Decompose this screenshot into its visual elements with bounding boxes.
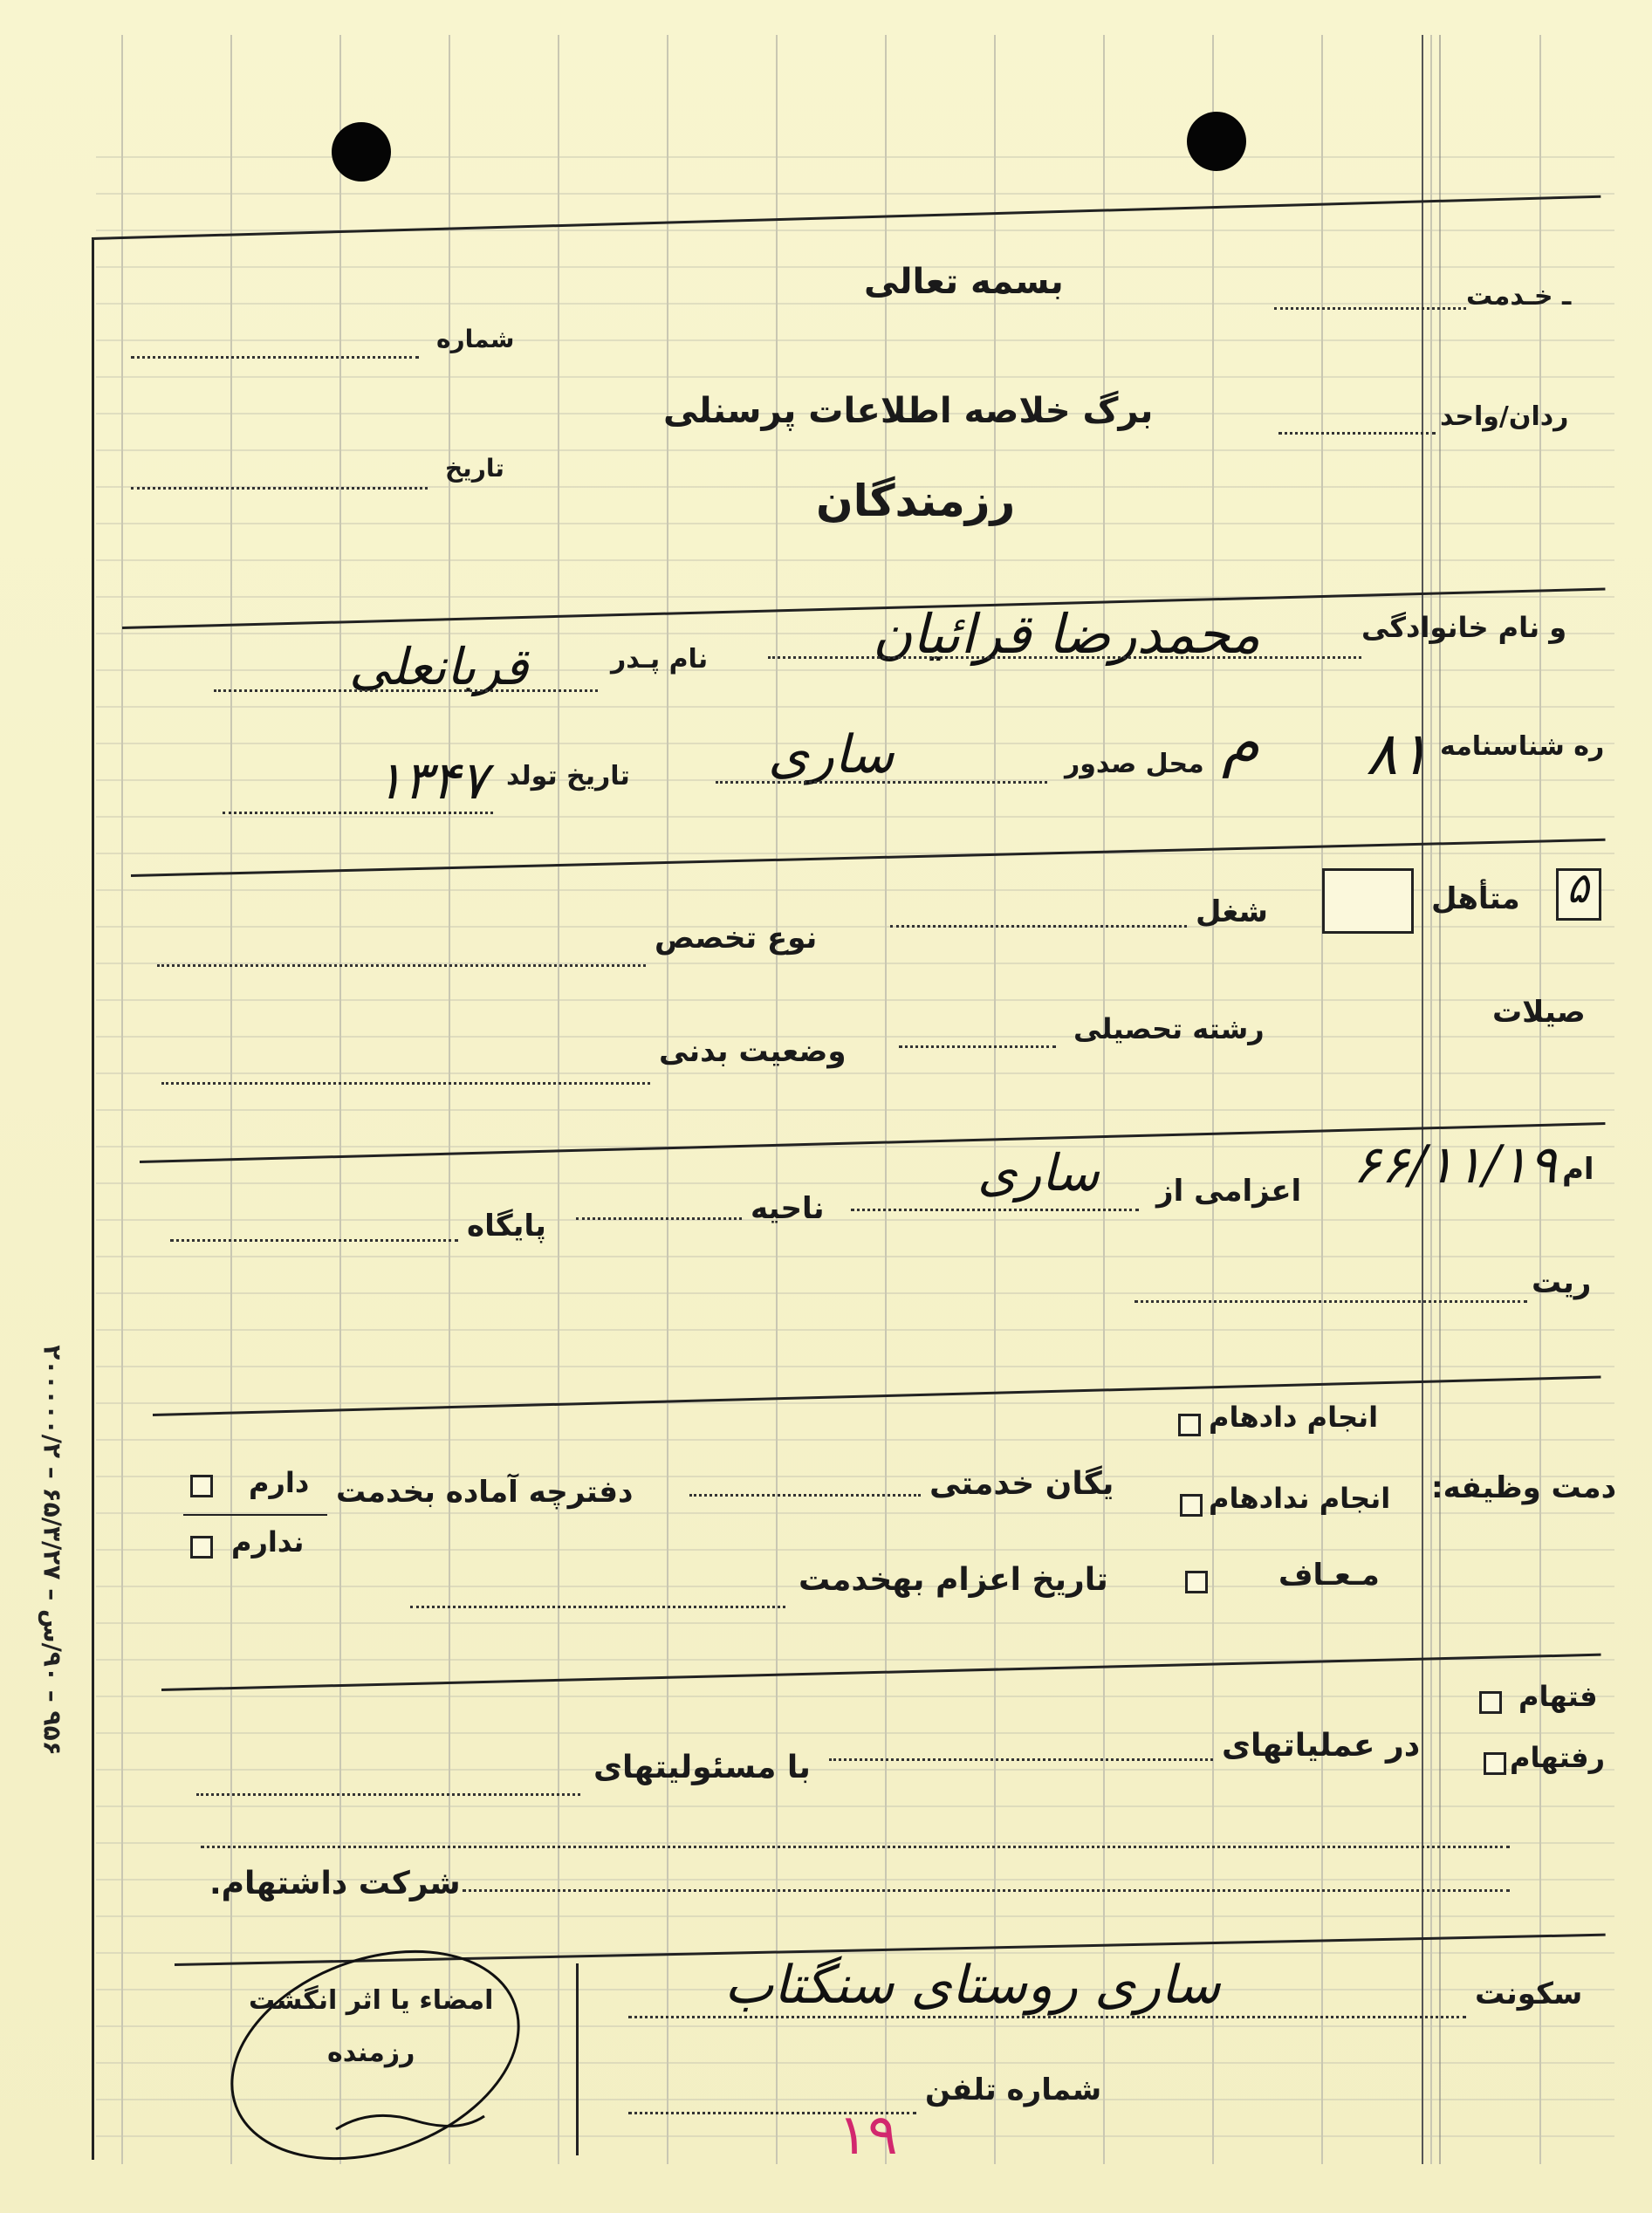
service-unit-field[interactable]: [689, 1494, 921, 1497]
booklet-have-not-checkbox[interactable]: [190, 1536, 213, 1559]
operations-field[interactable]: [829, 1758, 1213, 1761]
education-label: صیلات: [1492, 995, 1586, 1030]
date-label: تاریخ: [445, 454, 504, 483]
residence-field[interactable]: [628, 2016, 1466, 2018]
father-value[interactable]: قربانعلی: [349, 637, 529, 696]
duty-exempt-checkbox[interactable]: [1185, 1571, 1208, 1593]
operations-extra-field[interactable]: [201, 1846, 1510, 1848]
duty-not-done-checkbox[interactable]: [1180, 1494, 1203, 1517]
booklet-separator: [183, 1514, 327, 1516]
signature-box-divider: [576, 1963, 579, 2155]
married-mark: ۵: [1566, 864, 1589, 913]
service-dispatch-date-field[interactable]: [410, 1606, 785, 1608]
punch-hole-left: [332, 122, 391, 182]
job-field[interactable]: [890, 925, 1187, 928]
physical-status-label: وضعیت بدنی: [659, 1034, 847, 1069]
duty-done-label: انجام دادهام: [1209, 1401, 1379, 1434]
rank-label: ریت: [1532, 1265, 1592, 1300]
service-field[interactable]: [1274, 307, 1466, 310]
page-number: ۱۹: [838, 2103, 898, 2168]
field-of-study-field[interactable]: [899, 1045, 1056, 1048]
birth-date-field[interactable]: [223, 812, 493, 814]
single-checkbox[interactable]: [1322, 868, 1414, 934]
field-of-study-label: رشته تحصیلی: [1073, 1012, 1265, 1045]
booklet-have-not-label: ندارم: [231, 1525, 305, 1559]
side-print-code: ۹۵۶ – ۹۰/س – ۶۵/۳/۲۷ – ۲۰۰۰۰۰/۲: [38, 1345, 67, 1756]
signature-label: امضاء یا اثر انگشت: [249, 1985, 494, 2016]
number-field[interactable]: [131, 356, 419, 359]
name-label: و نام خانوادگی: [1361, 611, 1567, 644]
operations-label: در عملیاتهای: [1222, 1728, 1421, 1764]
issue-place-value[interactable]: ساری: [768, 724, 895, 785]
issue-extra-mark: م: [1222, 707, 1260, 778]
form-title-line1: برگ خلاصه اطلاعات پرسنلی: [663, 391, 1154, 431]
date-field[interactable]: [131, 487, 428, 490]
participated-field[interactable]: [463, 1889, 1510, 1892]
rank-field[interactable]: [1134, 1300, 1527, 1303]
responsibilities-label: با مسئولیتهای: [593, 1750, 811, 1785]
service-label: ـ خـدمت: [1466, 281, 1572, 312]
duty-done-checkbox[interactable]: [1178, 1414, 1201, 1436]
ops-not-went-checkbox[interactable]: [1484, 1752, 1506, 1775]
name-field[interactable]: [768, 656, 1361, 659]
physical-status-field[interactable]: [161, 1082, 650, 1085]
issue-place-label: محل صدور: [1065, 749, 1204, 779]
form-title-line2: رزمندگان: [816, 476, 1016, 526]
base-label: پایگاه: [467, 1209, 546, 1244]
ops-not-went-label: رفتهام: [1510, 1741, 1606, 1774]
married-label: متأهل: [1431, 881, 1520, 916]
booklet-label: دفترچه آماده بخدمت: [336, 1475, 634, 1510]
emblem-text: بسمه تعالی: [864, 262, 1064, 302]
residence-label: سکونت: [1475, 1977, 1583, 2011]
name-value[interactable]: محمدرضا قرائیان: [873, 602, 1261, 666]
ops-went-checkbox[interactable]: [1479, 1691, 1502, 1714]
specialty-field[interactable]: [157, 964, 646, 967]
base-field[interactable]: [170, 1239, 458, 1242]
id-number-value[interactable]: ۸۱: [1366, 720, 1430, 789]
dispatch-from-label: اعزامی از: [1156, 1174, 1302, 1209]
punch-hole-right: [1187, 112, 1246, 171]
father-label: نام پـدر: [611, 644, 709, 675]
ops-went-label: فتهام: [1518, 1680, 1598, 1713]
responsibilities-field[interactable]: [196, 1793, 580, 1796]
unit-label: ردان/واحد: [1440, 401, 1569, 432]
father-field[interactable]: [214, 689, 598, 692]
residence-value[interactable]: ساری روستای سنگتاب: [724, 1955, 1221, 2016]
duty-exempt-label: مـعـاف: [1278, 1558, 1380, 1593]
unit-field[interactable]: [1278, 432, 1436, 435]
duty-label: دمت وظیفه:: [1431, 1470, 1617, 1505]
service-unit-label: یگان خدمتی: [929, 1466, 1114, 1502]
dispatch-from-value[interactable]: ساری: [977, 1143, 1100, 1202]
birth-date-value[interactable]: ۱۳۴۷: [375, 750, 488, 812]
region-field[interactable]: [576, 1217, 742, 1220]
participated-text: شرکت داشتهام.: [209, 1866, 461, 1901]
phone-label: شماره تلفن: [925, 2073, 1102, 2107]
form-left-border: [92, 240, 94, 2160]
id-number-label: ره شناسنامه: [1440, 731, 1605, 762]
specialty-label: نوع تخصص: [655, 921, 818, 956]
region-label: ناحیه: [751, 1191, 825, 1226]
signature-sub-label: رزمنده: [327, 2038, 415, 2068]
job-label: شغل: [1196, 894, 1268, 929]
duty-not-done-label: انجام ندادهام: [1209, 1482, 1391, 1515]
issue-place-field[interactable]: [716, 781, 1047, 784]
dispatch-date-value[interactable]: ۶۶/۱۱/۱۹: [1353, 1134, 1557, 1196]
booklet-have-checkbox[interactable]: [190, 1475, 213, 1497]
number-label: شماره: [436, 325, 515, 353]
service-dispatch-date-label: تاریخ اعزام بهخدمت: [799, 1562, 1108, 1598]
birth-date-label: تاریخ تولد: [506, 761, 630, 791]
dispatch-from-field[interactable]: [851, 1209, 1139, 1211]
booklet-have-label: دارم: [249, 1466, 310, 1499]
dispatch-prefix-label: ام: [1562, 1152, 1594, 1187]
